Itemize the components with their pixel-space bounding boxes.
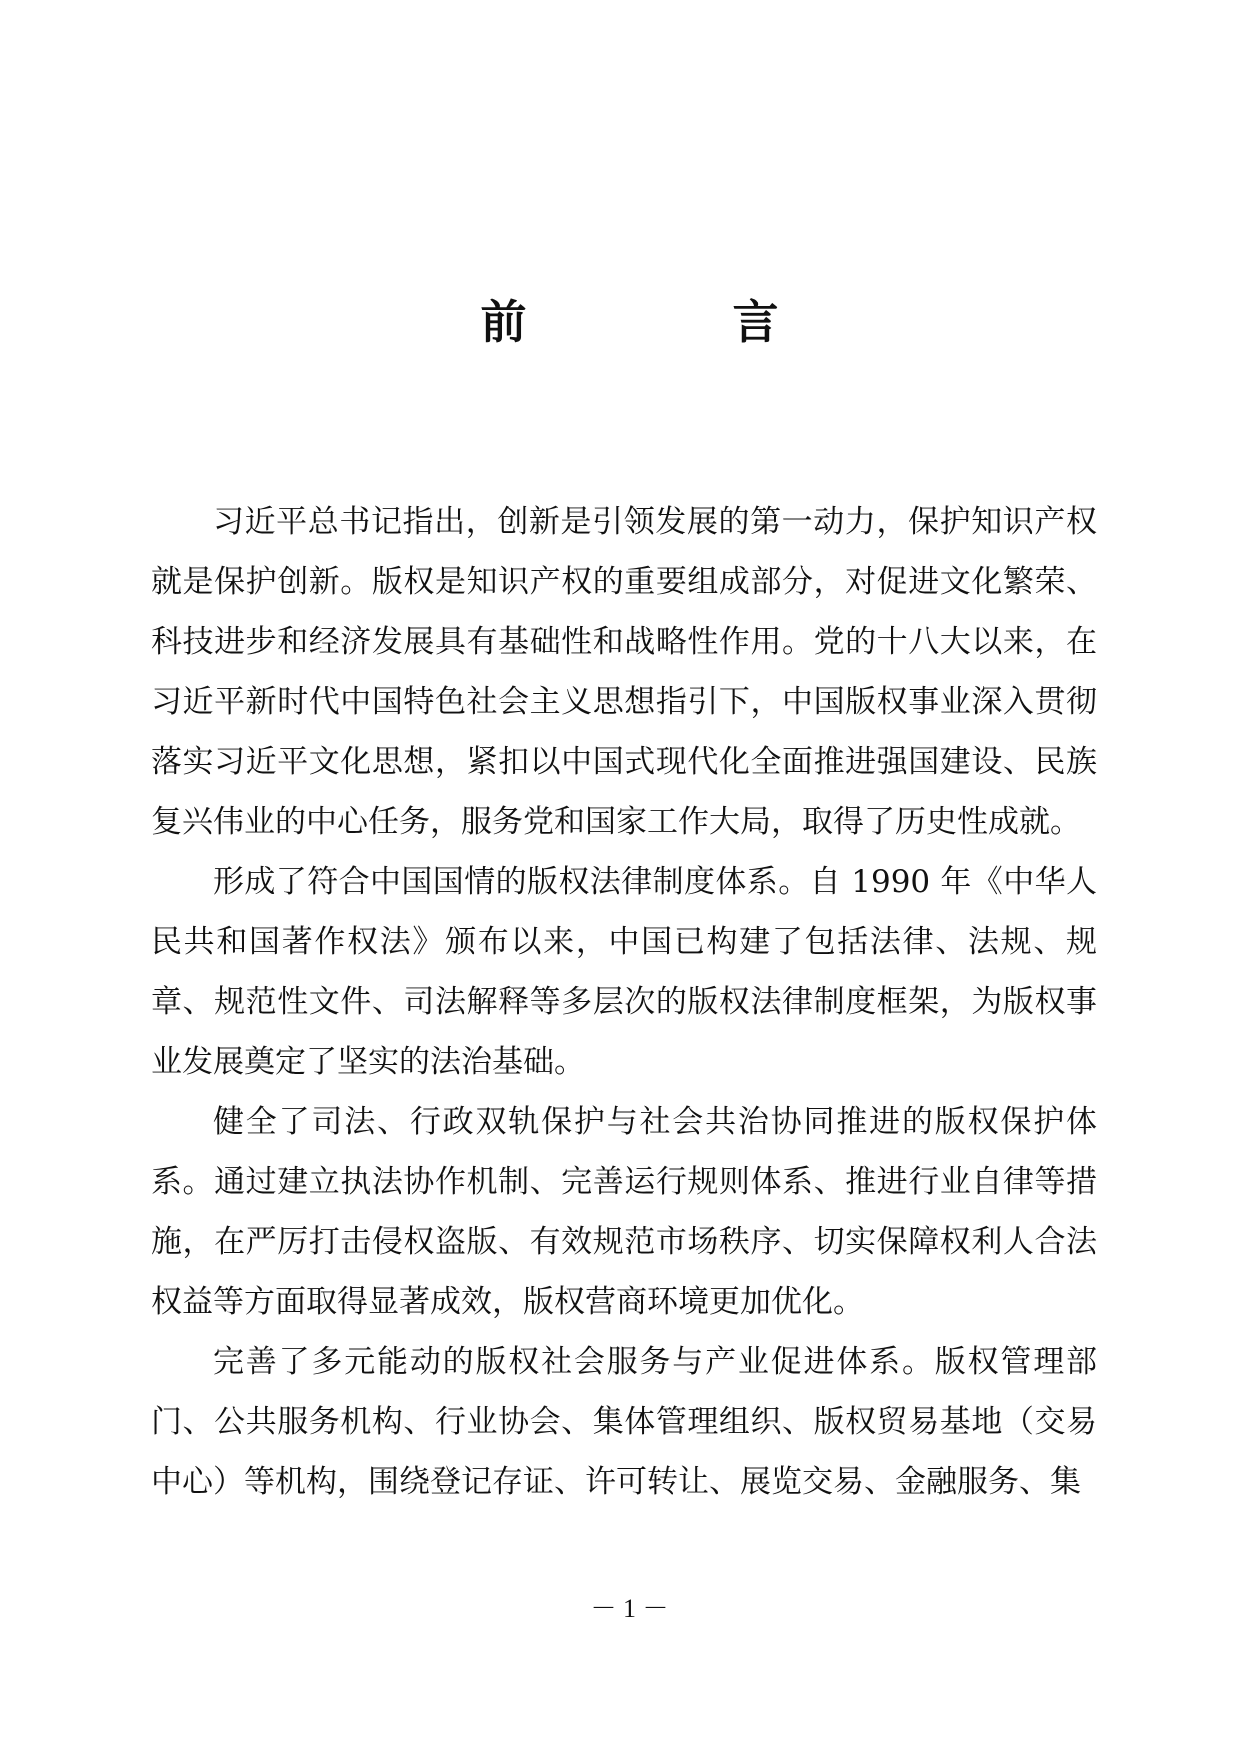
page-number: － 1 －	[590, 1594, 669, 1623]
page-title: 前 言	[480, 295, 859, 349]
paragraph: 形成了符合中国国情的版权法律制度体系。自 1990 年《中华人民共和国著作权法》颁布以来，中国已构建了包括法律、法规、规章、规范性文件、司法解释等多层次的版权法律制度框架，为版权事业发展奠定了坚实的法治基础。	[151, 864, 1097, 1080]
paragraph: 习近平总书记指出，创新是引领发展的第一动力，保护知识产权就是保护创新。版权是知识产权的重要组成部分，对促进文化繁荣、科技进步和经济发展具有基础性和战略性作用。党的十八大以来，在习近平新时代中国特色社会主义思想指引下，中国版权事业深入贯彻落实习近平文化思想，紧扣以中国式现代化全面推进强国建设、民族复兴伟业的中心任务，服务党和国家工作大局，取得了历史性成就。	[151, 504, 1097, 840]
document-body	[151, 492, 1097, 1512]
paragraph: 完善了多元能动的版权社会服务与产业促进体系。版权管理部门、公共服务机构、行业协会、集体管理组织、版权贸易基地（交易中心）等机构，围绕登记存证、许可转让、展览交易、金融服务、集	[151, 1344, 1097, 1500]
paragraph: 健全了司法、行政双轨保护与社会共治协同推进的版权保护体系。通过建立执法协作机制、完善运行规则体系、推进行业自律等措施，在严厉打击侵权盗版、有效规范市场秩序、切实保障权利人合法权益等方面取得显著成效，版权营商环境更加优化。	[151, 1104, 1097, 1320]
